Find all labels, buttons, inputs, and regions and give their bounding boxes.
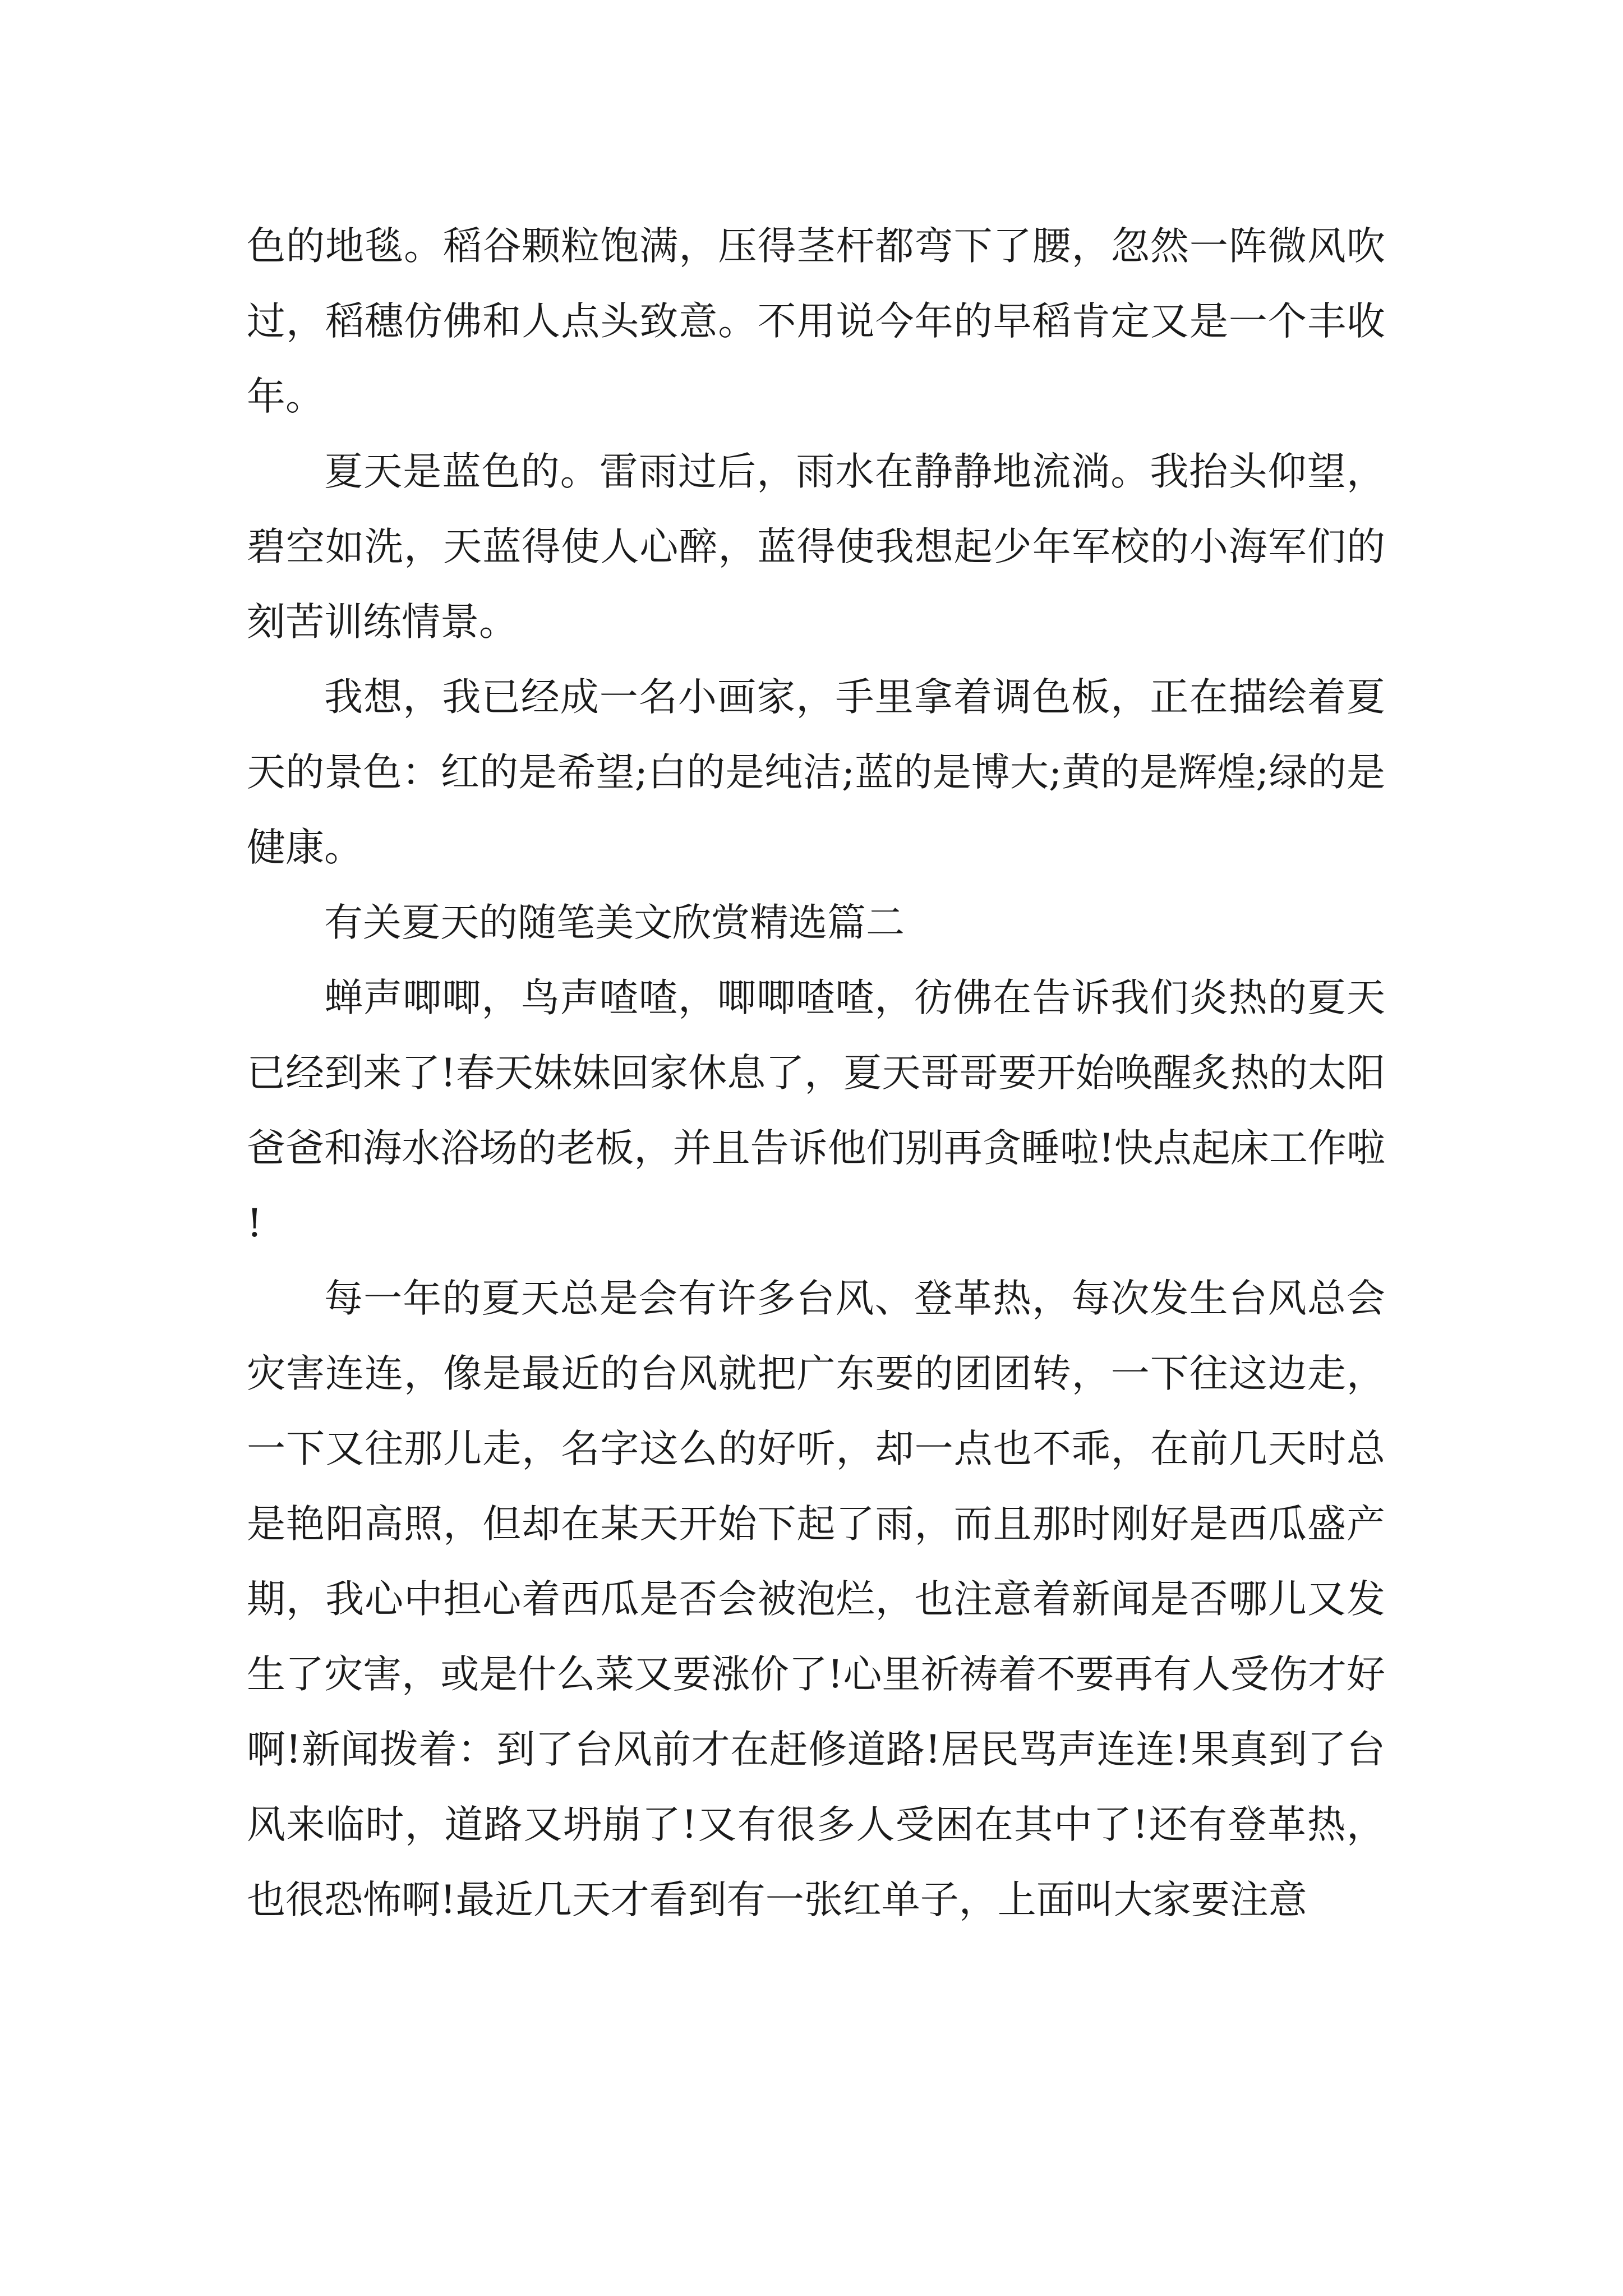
paragraph-continuation: 色的地毯。稻谷颗粒饱满，压得茎杆都弯下了腰，忽然一阵微风吹过，稻穗仿佛和人点头致意。不用说今年的早稻肯定又是一个丰收年。	[247, 224, 1385, 419]
section-heading: 有关夏天的随笔美文欣赏精选篇二	[324, 900, 905, 945]
paragraph-summer-blue: 夏天是蓝色的。雷雨过后，雨水在静静地流淌。我抬头仰望，碧空如洗，天蓝得使人心醉，蓝得使我想起少年军校的小海军们的刻苦训练情景。	[247, 449, 1385, 645]
paragraph-typhoon: 每一年的夏天总是会有许多台风、登革热，每次发生台风总会灾害连连，像是最近的台风就把广东要的团团转，一下往这边走，一下又往那儿走，名字这么的好听，却一点也不乖，在前几天时总是艳阳高照，但却在某天开始下起了雨，而且那时刚好是西瓜盛产期，我心中担心着西瓜是否会被泡烂，也注意着新闻是否哪儿又发生了灾害，或是什么菜又要涨价了!心里祈祷着不要再有人受伤才好啊!新闻拨着：到了台风前才在赶修道路!居民骂声连连!果真到了台风来临时，道路又坍崩了!又有很多人受困在其中了!还有登革热，也很恐怖啊!最近几天才看到有一张红单子，上面叫大家要注意	[247, 1276, 1385, 1922]
paragraph-cicadas: 蝉声唧唧，鸟声喳喳，唧唧喳喳，彷佛在告诉我们炎热的夏天已经到来了!春天妹妹回家休息了，夏天哥哥要开始唤醒炙热的太阳爸爸和海水浴场的老板，并且告诉他们别再贪睡啦!快点起床工作啦!	[247, 976, 1385, 1246]
document-body	[247, 209, 1385, 1938]
paragraph-little-painter: 我想，我已经成一名小画家，手里拿着调色板，正在描绘着夏天的景色：红的是希望;白的是纯洁;蓝的是博大;黄的是辉煌;绿的是健康。	[247, 675, 1385, 870]
